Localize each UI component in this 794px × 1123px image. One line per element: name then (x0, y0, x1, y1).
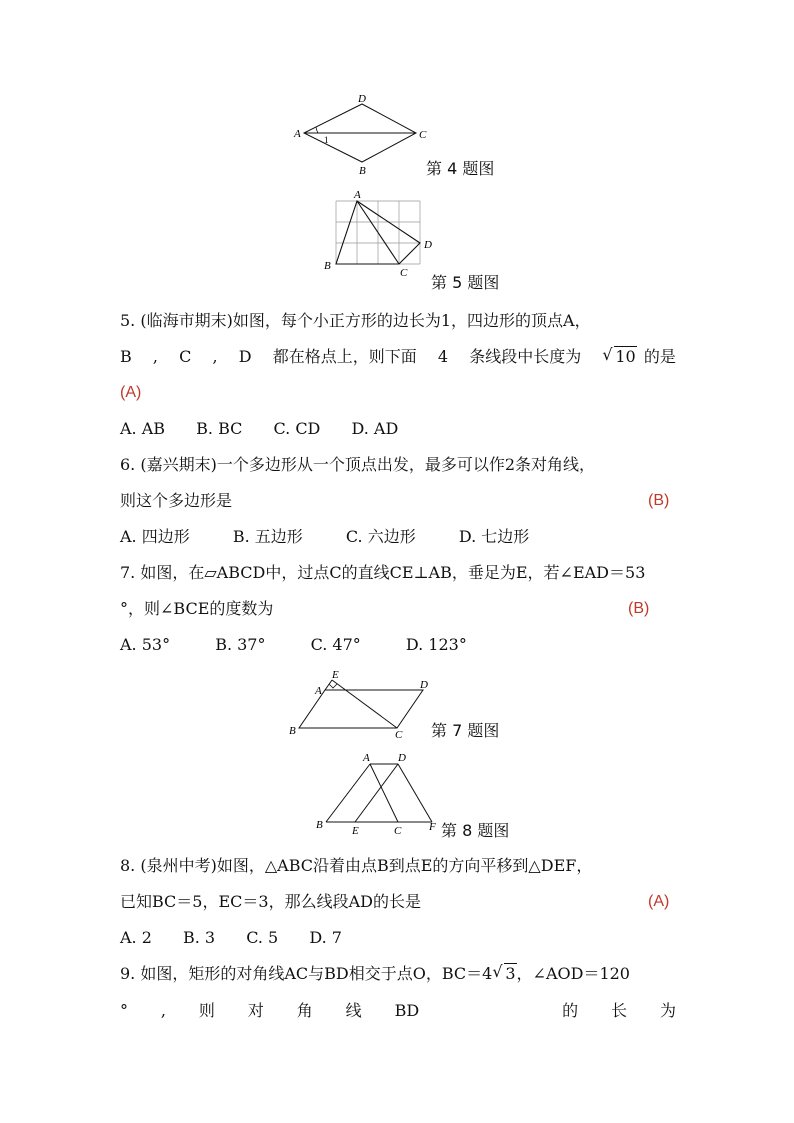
q7-line-1: 7. 如图，在▱ABCD中，过点C的直线CE⊥AB，垂足为E，若∠EAD＝53 (120, 563, 646, 582)
q9-line-1 (120, 963, 630, 985)
q6-option-b: B. 五边形 (232, 527, 303, 546)
q5-word: , (152, 347, 158, 366)
fig7-label-b: B (289, 725, 296, 737)
fig5-label-a: A (354, 189, 361, 201)
q8-option-b: B. 3 (183, 928, 216, 947)
q8-answer: (A) (648, 893, 670, 910)
q7-answer: (B) (628, 600, 650, 617)
q8-line-2: 已知BC＝5，EC＝3，那么线段AD的长是 (120, 892, 421, 911)
fig7-label-c: C (395, 729, 403, 741)
fig5-label-c: C (400, 267, 408, 278)
q7-line-2: °，则∠BCE的度数为 (120, 599, 274, 618)
q7-option-b: B. 37° (215, 635, 266, 654)
q8-line-1: 8. (泉州中考)如图，△ABC沿着由点B到点E的方向平移到△DEF， (120, 856, 593, 875)
q5-word: 的是 (643, 347, 676, 366)
figure-4-diagram (290, 92, 440, 182)
q9-word: 对 (247, 1001, 264, 1020)
fig8-label-c: C (394, 825, 402, 837)
q9-word: 线 (345, 1001, 362, 1020)
fig7-label-a: A (315, 685, 322, 697)
q9-text-pre: 9. 如图，矩形的对角线AC与BD相交于点O，BC＝4 (120, 964, 493, 983)
fig4-angle-label: 1 (324, 135, 329, 145)
q5-options (120, 418, 398, 440)
fig7-label-e: E (332, 669, 339, 681)
q8-option-c: C. 5 (246, 928, 279, 947)
q5-word: 4 (437, 347, 449, 366)
q9-word: ° (120, 1001, 128, 1020)
fig7-label-d: D (420, 679, 428, 691)
q7-option-d: D. 123° (405, 635, 467, 654)
q5-line-2 (120, 346, 676, 368)
q5-word: C (179, 347, 192, 366)
figure-7-caption: 第 7 题图 (431, 721, 500, 740)
fig8-label-d: D (398, 752, 406, 764)
fig8-label-f: F (429, 821, 436, 833)
fig4-label-c: C (419, 129, 427, 141)
q5-option-c: C. CD (273, 419, 321, 438)
q9-word: 为 (659, 1001, 676, 1020)
fig5-label-d: D (424, 239, 432, 251)
q8-option-d: D. 7 (309, 928, 342, 947)
q6-answer: (B) (648, 492, 670, 509)
q8-options (120, 927, 342, 949)
q9-word: 的 (562, 1001, 579, 1020)
q6-line-1: 6. (嘉兴期末)一个多边形从一个顶点出发，最多可以作2条对角线， (120, 455, 596, 474)
figure-8-caption: 第 8 题图 (441, 821, 510, 840)
q5-option-a: A. AB (120, 419, 166, 438)
fig8-label-e: E (352, 825, 359, 837)
q5-word: B (120, 347, 132, 366)
q5-option-d: D. AD (351, 419, 399, 438)
q5-word: 都在格点上，则下面 (272, 347, 417, 366)
fig4-label-b: B (359, 165, 366, 177)
q9-word: 则 (198, 1001, 215, 1020)
q5-answer: (A) (120, 384, 142, 401)
fig5-label-b: B (324, 260, 331, 272)
figure-7-diagram (285, 666, 435, 742)
fig8-label-b: B (316, 819, 323, 831)
q9-word: BD (394, 1001, 420, 1020)
q5-word: D (238, 347, 252, 366)
q9-word: , (160, 1001, 166, 1020)
q6-option-c: C. 六边形 (345, 527, 416, 546)
q9-sqrt-value: 3 (505, 964, 516, 983)
fig4-label-a: A (294, 128, 301, 140)
q9-text-post: ，∠AOD＝120 (516, 964, 630, 983)
q5-word: , (212, 347, 218, 366)
q6-option-d: D. 七边形 (458, 527, 530, 546)
q5-sqrt-value: 10 (615, 347, 636, 366)
q6-line-2: 则这个多边形是 (120, 491, 233, 510)
q6-options (120, 526, 529, 548)
q9-word: 长 (611, 1001, 628, 1020)
fig4-label-d: D (358, 93, 366, 105)
q5-line-1: 5. (临海市期末)如图，每个小正方形的边长为1，四边形的顶点A， (120, 311, 591, 330)
figure-5-caption: 第 5 题图 (431, 273, 500, 292)
q5-option-b: B. BC (196, 419, 243, 438)
figure-8-diagram (312, 750, 442, 838)
q9-line-2 (120, 1000, 676, 1022)
figure-4-caption: 第 4 题图 (426, 159, 495, 178)
q6-option-a: A. 四边形 (120, 527, 190, 546)
q7-options (120, 634, 467, 656)
fig8-label-a: A (363, 752, 370, 764)
q8-option-a: A. 2 (120, 928, 152, 947)
q7-option-c: C. 47° (310, 635, 361, 654)
q9-word: 角 (296, 1001, 313, 1020)
q5-sqrt: √ 10 (602, 345, 636, 366)
figure-5-diagram (320, 188, 440, 278)
q7-option-a: A. 53° (120, 635, 171, 654)
q5-word: 条线段中长度为 (469, 347, 582, 366)
q9-sqrt: √ 3 (492, 962, 516, 983)
